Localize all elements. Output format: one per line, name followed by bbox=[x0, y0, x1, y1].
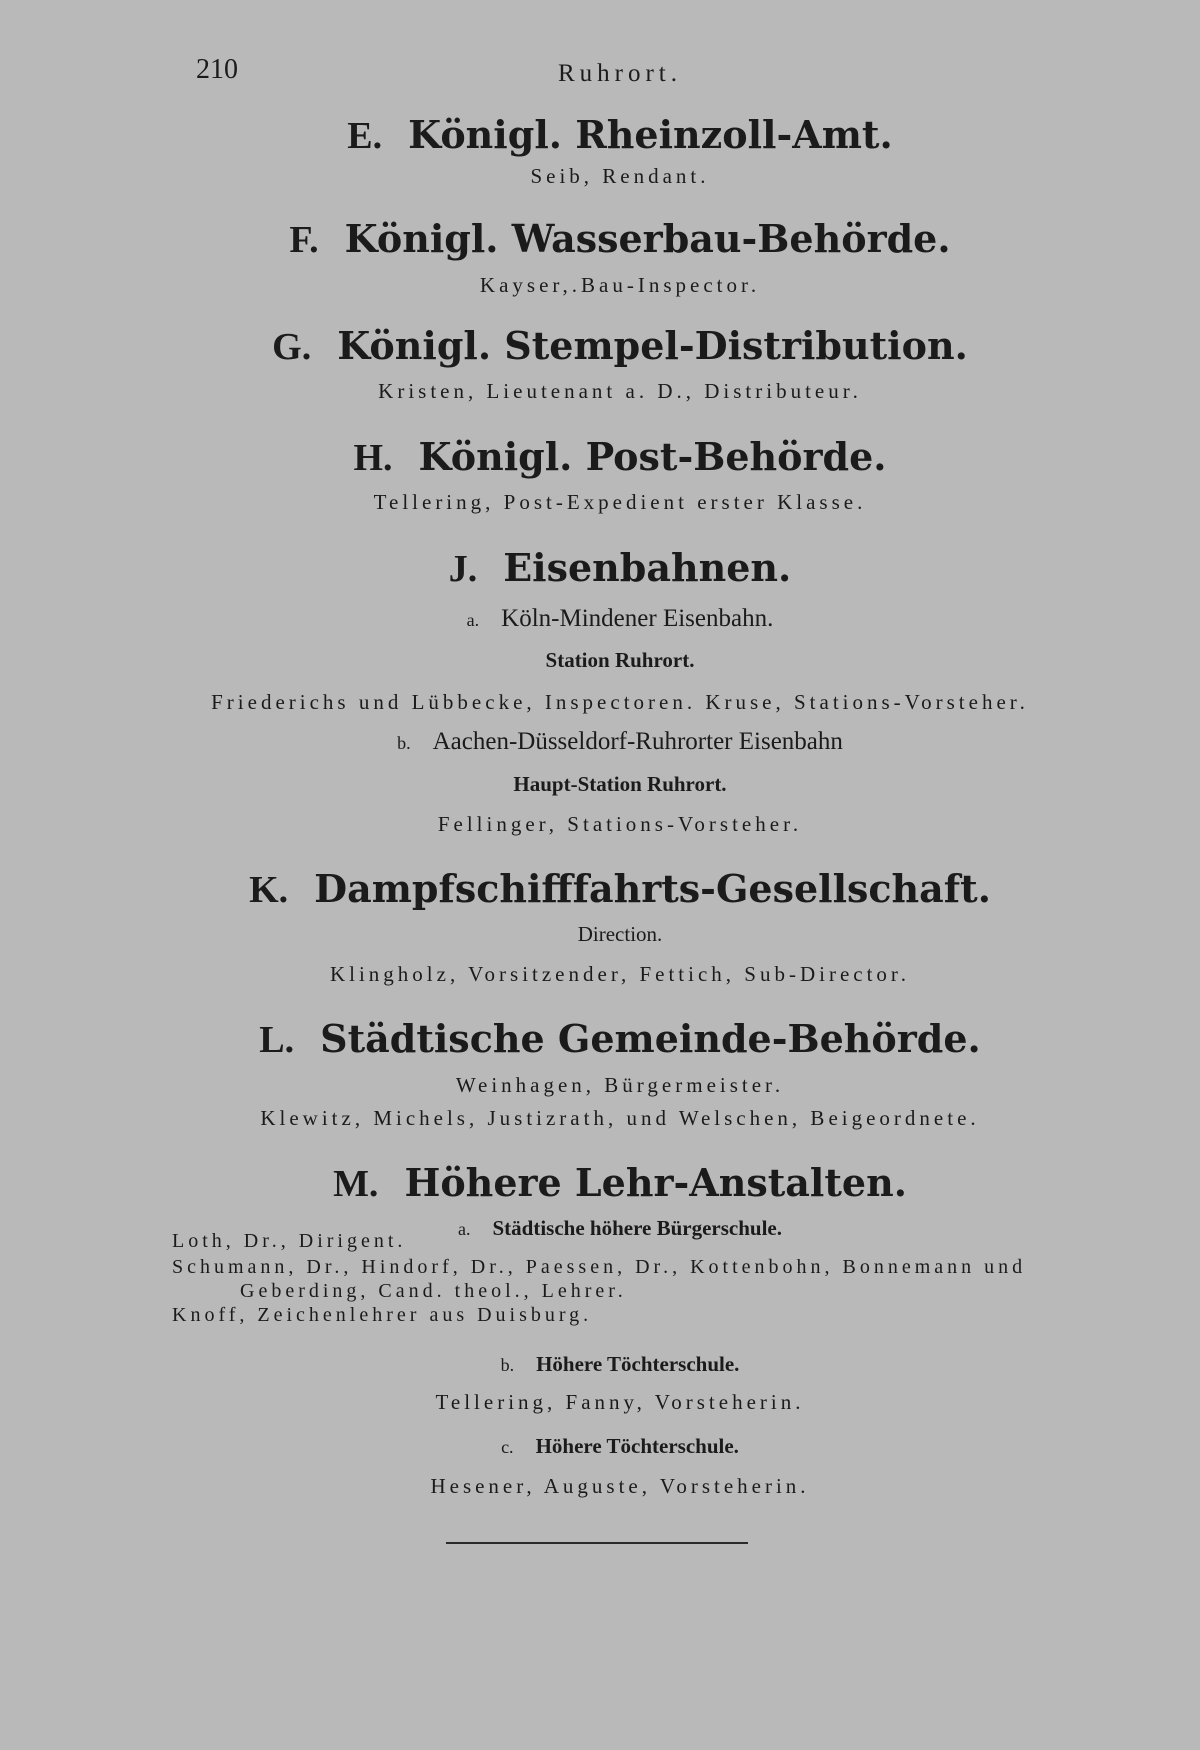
subsection-letter: b. bbox=[500, 1355, 515, 1375]
subsection-letter: c. bbox=[501, 1437, 514, 1457]
section-l-line-1: Weinhagen, Bürgermeister. bbox=[455, 1073, 785, 1097]
section-j-b-station: Haupt-Station Ruhrort. bbox=[513, 772, 727, 796]
section-title: Städtische Gemeinde-Behörde. bbox=[320, 1016, 981, 1061]
section-letter: K. bbox=[249, 869, 289, 911]
section-title: Eisenbahnen. bbox=[503, 545, 792, 590]
section-m-b-line: Tellering, Fanny, Vorsteherin. bbox=[435, 1390, 805, 1414]
section-title: Königl. Post-Behörde. bbox=[418, 434, 887, 479]
page-number: 210 bbox=[196, 54, 238, 85]
section-letter: H. bbox=[353, 437, 393, 479]
section-m-b-heading bbox=[0, 1352, 1200, 1377]
section-m-a-line-4: Knoff, Zeichenlehrer aus Duisburg. bbox=[172, 1304, 593, 1326]
section-j-a-station: Station Ruhrort. bbox=[545, 648, 695, 672]
section-j-heading bbox=[0, 545, 1200, 591]
section-title: Königl. Rheinzoll-Amt. bbox=[408, 112, 893, 157]
section-m-a-line-2: Schumann, Dr., Hindorf, Dr., Paessen, Dr., Kottenbohn, Bonnemann und bbox=[172, 1256, 1027, 1278]
subsection-title: Aachen-Düsseldorf-Ruhrorter Eisenbahn bbox=[432, 728, 843, 755]
section-letter: J. bbox=[448, 548, 478, 590]
section-m-heading bbox=[0, 1160, 1200, 1206]
section-j-b-heading bbox=[0, 728, 1200, 756]
section-m-a-line-1: Loth, Dr., Dirigent. bbox=[172, 1230, 407, 1252]
subsection-title: Höhere Töchterschule. bbox=[536, 1352, 740, 1376]
section-letter: F. bbox=[289, 219, 319, 261]
section-letter: E. bbox=[347, 115, 383, 157]
section-e-line: Seib, Rendant. bbox=[530, 164, 710, 188]
section-j-b-line: Fellinger, Stations-Vorsteher. bbox=[437, 812, 803, 836]
section-k-sub: Direction. bbox=[577, 922, 663, 946]
section-f-line: Kayser,.Bau-Inspector. bbox=[479, 273, 761, 297]
section-title: Dampfschifffahrts-Gesellschaft. bbox=[314, 866, 991, 911]
section-l-heading bbox=[0, 1016, 1200, 1062]
section-title: Höhere Lehr-Anstalten. bbox=[404, 1160, 907, 1205]
section-letter: G. bbox=[272, 326, 312, 368]
section-j-a-line: Friederichs und Lübbecke, Inspectoren. Kruse, Stations-Vorsteher. bbox=[211, 690, 1029, 714]
section-letter: L. bbox=[259, 1019, 295, 1061]
section-h-line: Tellering, Post-Expedient erster Klasse. bbox=[373, 490, 867, 514]
section-j-a-heading bbox=[0, 605, 1200, 633]
subsection-letter: b. bbox=[397, 733, 411, 753]
section-k-heading bbox=[0, 866, 1200, 912]
section-title: Königl. Wasserbau-Behörde. bbox=[344, 216, 951, 261]
subsection-title: Städtische höhere Bürgerschule. bbox=[492, 1216, 783, 1240]
section-g-heading bbox=[0, 323, 1200, 369]
section-m-c-line: Hesener, Auguste, Vorsteherin. bbox=[430, 1474, 810, 1498]
section-e-heading bbox=[0, 112, 1200, 158]
section-k-line: Klingholz, Vorsitzender, Fettich, Sub-Director. bbox=[329, 962, 911, 986]
section-l-line-2: Klewitz, Michels, Justizrath, und Welschen, Beigeordnete. bbox=[260, 1106, 980, 1130]
section-title: Königl. Stempel-Distribution. bbox=[337, 323, 968, 368]
subsection-title: Köln-Mindener Eisenbahn. bbox=[501, 605, 774, 632]
subsection-title: Höhere Töchterschule. bbox=[535, 1434, 739, 1458]
section-f-heading bbox=[0, 216, 1200, 262]
closing-rule bbox=[446, 1542, 748, 1544]
subsection-letter: a. bbox=[457, 1219, 471, 1239]
section-m-c-heading bbox=[0, 1434, 1200, 1459]
running-title: Ruhrort. bbox=[557, 60, 683, 87]
section-letter: M. bbox=[333, 1163, 379, 1205]
section-g-line: Kristen, Lieutenant a. D., Distributeur. bbox=[378, 379, 862, 403]
subsection-letter: a. bbox=[466, 610, 480, 630]
section-m-a-line-3: Geberding, Cand. theol., Lehrer. bbox=[240, 1280, 627, 1302]
section-h-heading bbox=[0, 434, 1200, 480]
